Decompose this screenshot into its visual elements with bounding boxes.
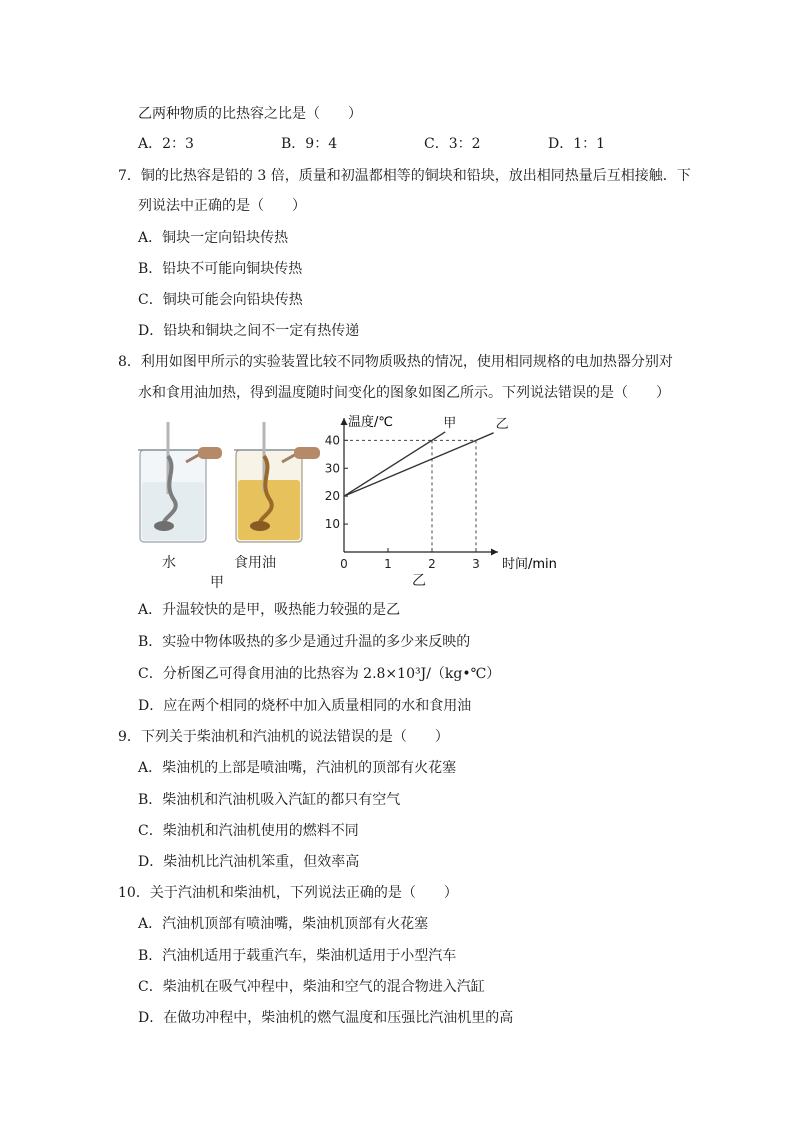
q9-option-b: B．柴油机和汽油机吸入汽缸的都只有空气 [138,792,401,808]
q8-option-d: D．应在两个相同的烧杯中加入质量相同的水和食用油 [138,698,472,714]
q10-stem: 10．关于汽油机和柴油机，下列说法正确的是（ ） [118,885,458,901]
oil-label: 食用油 [234,555,276,571]
q10-option-b: B．汽油机适用于载重汽车，柴油机适用于小型汽车 [138,948,457,964]
chart-x-axis-arrow [491,549,498,556]
q7-option-b: B．铅块不可能向铜块传热 [138,261,303,277]
q7-stem-line1: 7．铜的比热容是铅的 3 倍，质量和初温都相等的铜块和铅块，放出相同热量后互相接触．下 [118,168,691,184]
figure-a-caption: 甲 [210,575,224,591]
chart-x-tick-label: 0 [340,557,348,571]
q9-option-d: D．柴油机比汽油机笨重，但效率高 [138,854,360,870]
q8-stem-line1: 8．利用如图甲所示的实验装置比较不同物质吸热的情况，使用相同规格的电加热器分别对 [118,354,673,370]
q9-option-a: A．柴油机的上部是喷油嘴，汽油机的顶部有火花塞 [138,760,457,776]
chart-series-label: 甲 [443,415,457,431]
figure-b-caption: 乙 [412,573,426,589]
q6-option-d: D．1：1 [548,136,606,152]
water-beaker [138,422,222,542]
q10-option-c: C．柴油机在吸气冲程中，柴油和空气的混合物进入汽缸 [138,979,485,995]
chart-y-tick-label: 40 [324,433,340,448]
figure-a-beakers [134,422,324,591]
q6-option-b: B．9：4 [281,136,338,152]
q9-stem: 9．下列关于柴油机和汽油机的说法错误的是（ ） [118,729,449,745]
chart-series-line [344,433,494,496]
chart-y-tick-label: 10 [324,517,340,532]
q6-options [138,134,658,154]
q8-stem-line2: 水和食用油加热，得到温度随时间变化的图象如图乙所示。下列说法错误的是（ ） [138,385,670,401]
q8-option-b: B．实验中物体吸热的多少是通过升温的多少来反映的 [138,634,471,650]
oil-beaker [234,422,320,542]
q10-option-a: A．汽油机顶部有喷油嘴，柴油机顶部有火花塞 [138,916,429,932]
q6-stem-continuation: 乙两种物质的比热容之比是（ ） [138,106,362,122]
chart-x-tick-label: 2 [428,557,436,571]
chart-series-line [344,432,445,496]
temperature-time-chart [324,410,564,588]
q7-option-d: D．铅块和铜块之间不一定有热传递 [138,323,360,339]
chart-y-axis-arrow [341,418,348,425]
chart-y-tick-label: 20 [324,489,340,504]
chart-x-tick-label: 3 [472,557,480,571]
chart-y-tick-label: 30 [324,461,340,476]
q7-option-a: A．铜块一定向铅块传热 [138,230,289,246]
q9-option-c: C．柴油机和汽油机使用的燃料不同 [138,823,359,839]
beakers-illustration [134,422,324,552]
chart-x-axis-label: 时间/min [502,557,557,572]
q6-option-c: C．3：2 [424,136,481,152]
q8-option-c: C．分析图乙可得食用油的比热容为 2.8×10³J/（kg•℃） [138,666,501,682]
q7-option-c: C．铜块可能会向铅块传热 [138,292,303,308]
q8-option-a: A．升温较快的是甲，吸热能力较强的是乙 [138,602,401,618]
chart-x-tick-label: 1 [384,557,392,571]
q7-stem-line2: 列说法中正确的是（ ） [138,198,306,214]
water-label: 水 [162,555,176,571]
q8-figure [134,410,564,591]
q6-option-a: A．2：3 [138,136,194,152]
q10-option-d: D．在做功冲程中，柴油机的燃气温度和压强比汽油机里的高 [138,1010,514,1026]
chart-series-label: 乙 [495,416,509,432]
chart-y-axis-label: 温度/℃ [348,415,393,430]
